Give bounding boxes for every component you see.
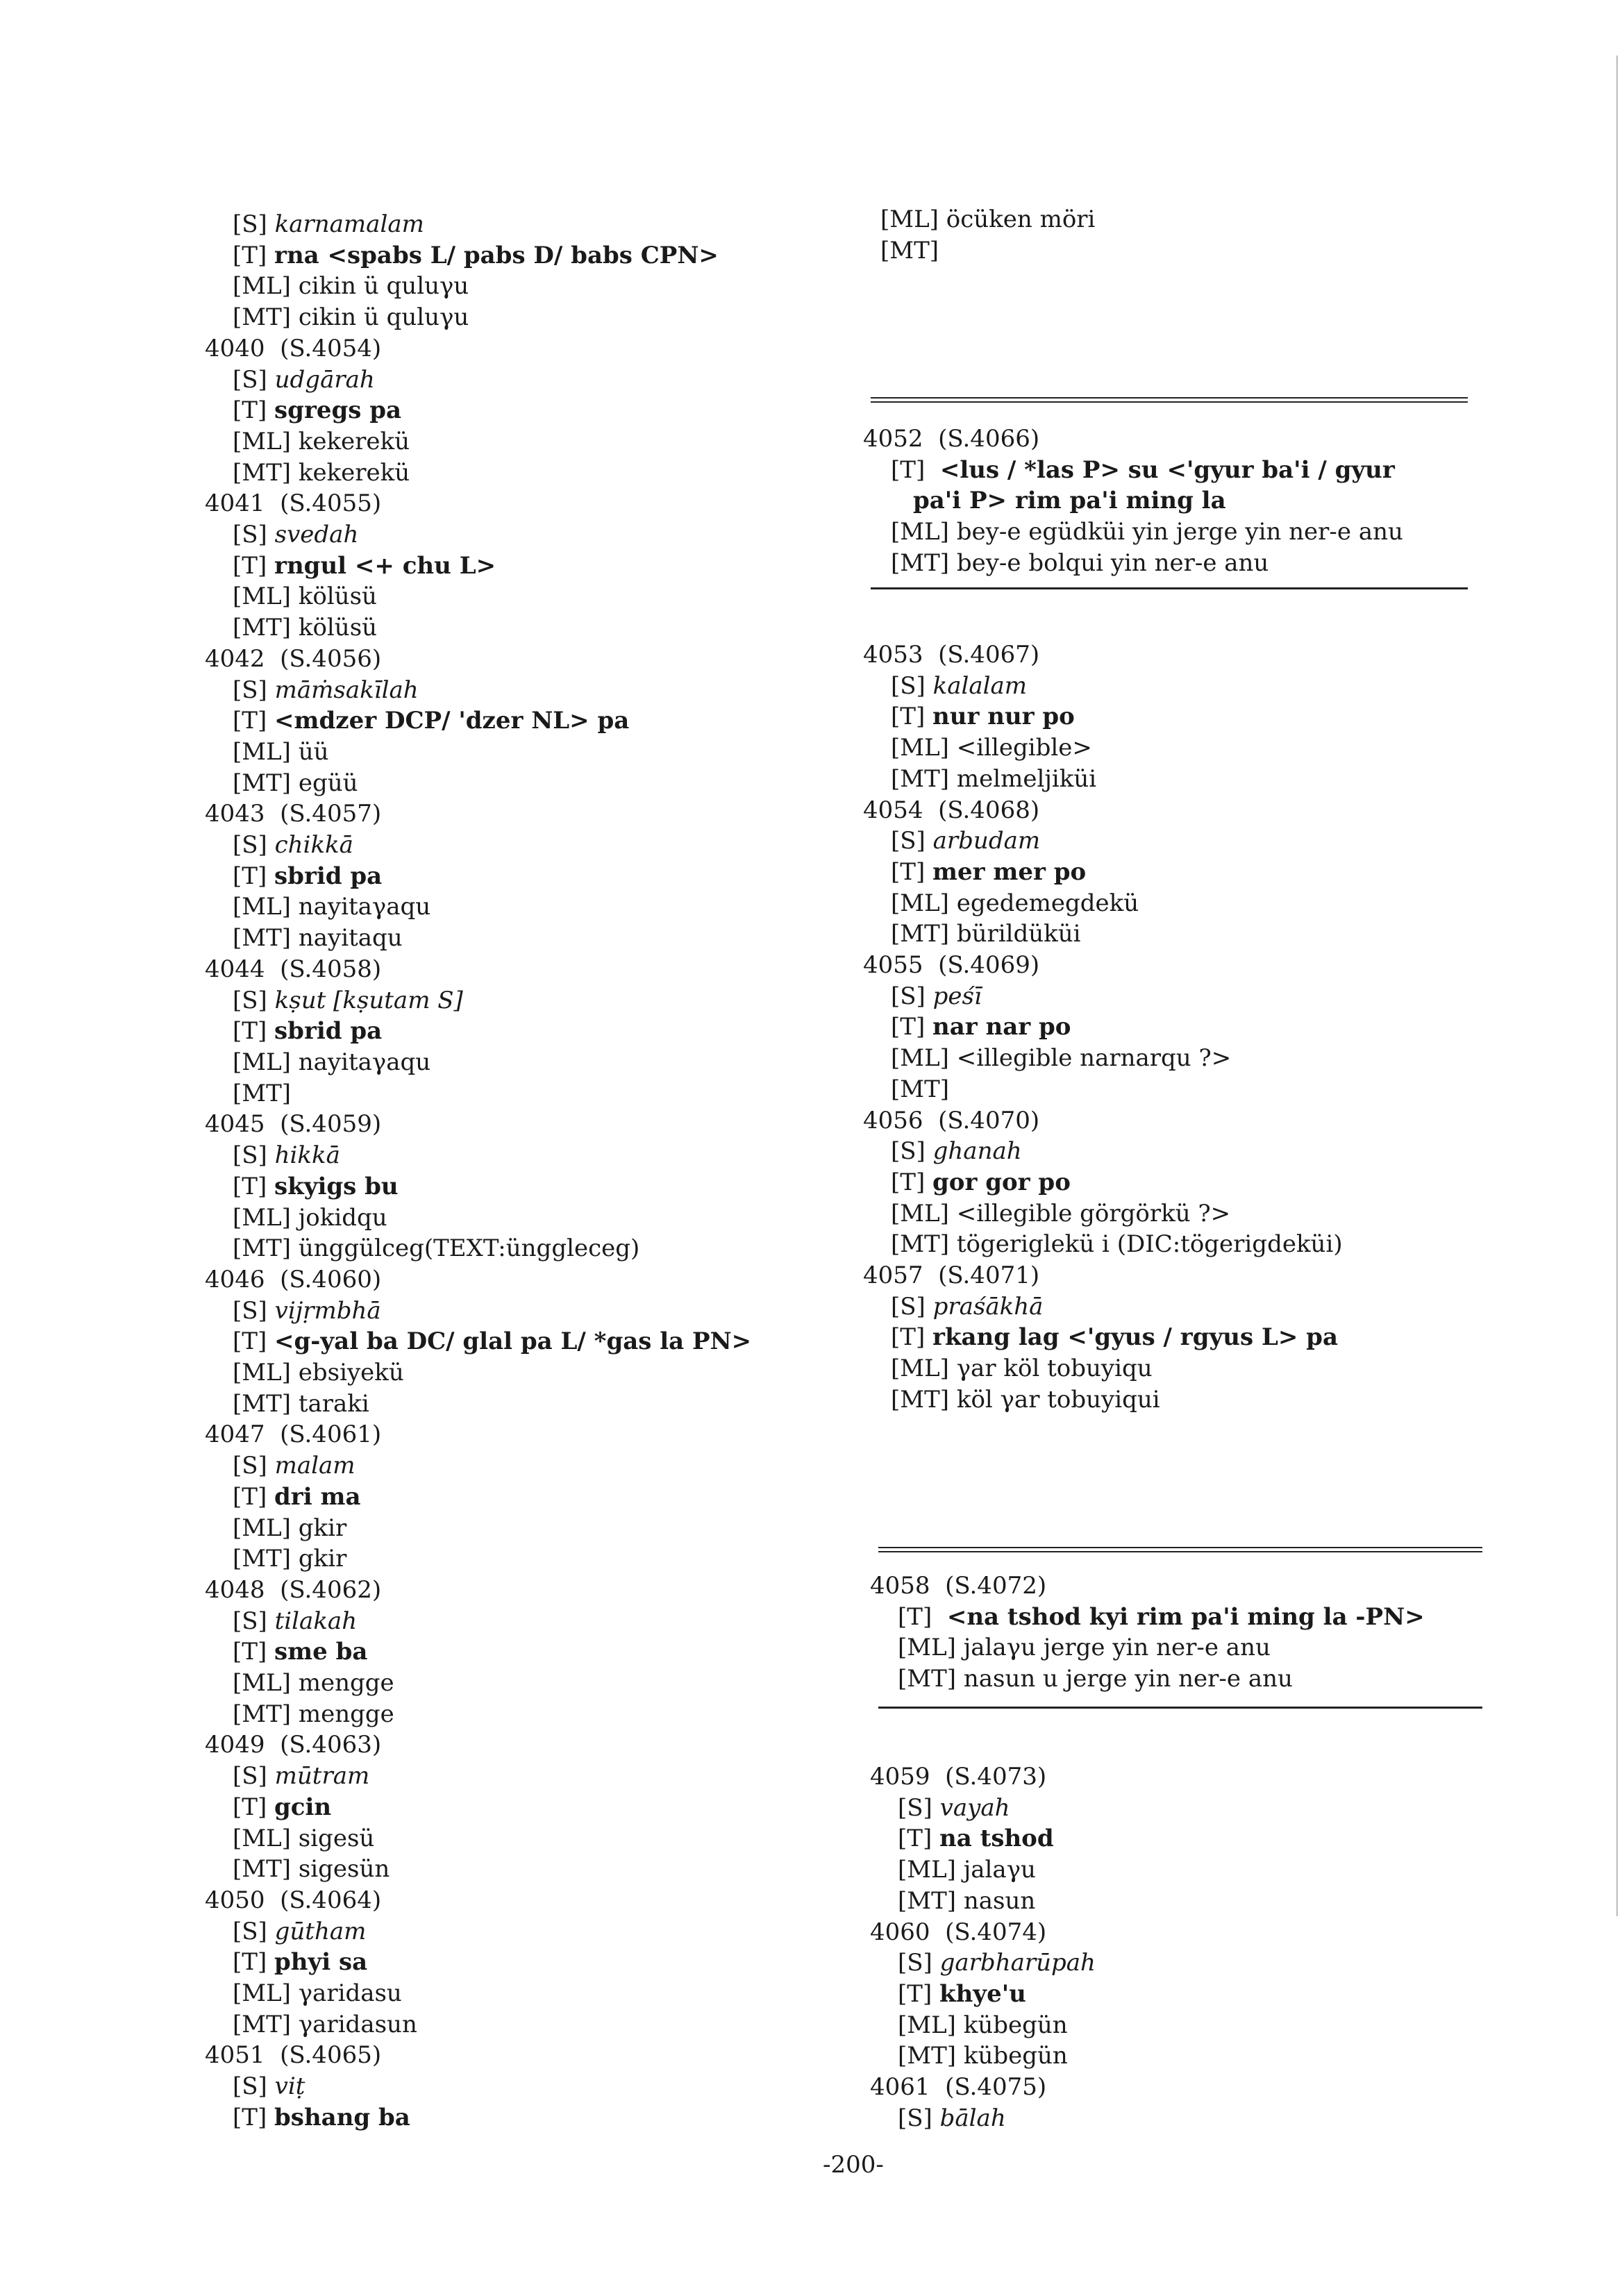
language-tag: [ML] [233, 893, 291, 921]
gloss-line [863, 764, 1488, 795]
language-tag: [ML] [891, 1044, 949, 1073]
language-tag: [S] [233, 521, 267, 549]
gloss-text: kölüsü [298, 583, 377, 611]
language-tag: [ML] [233, 272, 291, 301]
gloss-text: rngul <+ chu L> [274, 551, 496, 580]
gloss-line [863, 1136, 1488, 1167]
language-tag: [T] [891, 1013, 926, 1041]
gloss-text: kekerekü [298, 458, 410, 487]
gloss-text: nayitaγaqu [298, 893, 431, 921]
language-tag: [S] [891, 827, 926, 855]
gloss-text: nayitaγaqu [298, 1048, 431, 1076]
gloss-line [205, 519, 830, 551]
language-tag: [S] [233, 831, 267, 860]
language-tag: [T] [898, 1979, 932, 2008]
language-tag: [T] [233, 1482, 267, 1511]
gloss-text: γar köl tobuyiqu [956, 1355, 1153, 1383]
gloss-line [205, 1823, 830, 1854]
gloss-text: bshang ba [274, 2103, 410, 2131]
gloss-text: sme ba [274, 1638, 368, 1666]
entry-number: 4040 (S.4054) [205, 334, 382, 362]
gloss-line [870, 2041, 1495, 2072]
gloss-text: γaridasu [298, 1979, 402, 2008]
entry-number: 4061 (S.4075) [870, 2073, 1047, 2102]
gloss-line [205, 1792, 830, 1823]
language-tag: [S] [233, 1762, 267, 1791]
language-tag: [ML] [233, 1669, 291, 1698]
gloss-text: nasun [963, 1886, 1036, 1915]
gloss-line [205, 861, 830, 892]
gloss-line [205, 1636, 830, 1668]
language-tag: [T] [233, 707, 267, 735]
gloss-line [870, 2010, 1495, 2041]
gloss-text: na tshod [939, 1825, 1054, 1853]
gloss-line [880, 204, 1491, 235]
gloss-text: gūtham [274, 1917, 367, 1945]
right-entries-b [870, 1761, 1495, 2134]
gloss-line [205, 1761, 830, 1792]
tibetan-line: [T] <na tshod kyi rim pa'i ming la -PN> [898, 1602, 1425, 1631]
gloss-line [863, 671, 1488, 702]
entry-number: 4058 (S.4072) [870, 1572, 1047, 1600]
language-tag: [MT] [891, 764, 950, 793]
gloss-text: khye'u [939, 1979, 1026, 2008]
gloss-line [205, 395, 830, 426]
gloss-line [205, 302, 830, 333]
language-tag: [ML] [891, 1355, 949, 1383]
entry-number: 4053 (S.4067) [863, 641, 1040, 669]
gloss-text: kekerekü [298, 427, 410, 455]
gloss-line [205, 209, 830, 240]
gloss-text: kübegün [963, 2042, 1068, 2070]
gloss-text: mengge [298, 1669, 394, 1698]
entry-number: 4056 (S.4070) [863, 1106, 1040, 1134]
language-tag: [S] [891, 671, 926, 700]
gloss-line [863, 1229, 1488, 1260]
language-tag: [T] [233, 396, 267, 425]
gloss-line [863, 1291, 1488, 1323]
gloss-line [205, 1078, 830, 1109]
language-tag: [T] [233, 241, 267, 269]
gloss-text: ebsiyekü [298, 1359, 404, 1387]
gloss-line [205, 1233, 830, 1264]
gloss-line [863, 857, 1488, 888]
gloss-line [863, 1167, 1488, 1198]
gloss-text: chikkā [274, 831, 353, 860]
language-tag: [T] [891, 857, 926, 886]
language-tag: [MT] [233, 1234, 292, 1263]
entry-number: 4054 (S.4068) [863, 796, 1040, 824]
language-tag: [S] [891, 982, 926, 1010]
gloss-text: cikin ü quluγu [298, 303, 469, 332]
gloss-text: taraki [298, 1389, 369, 1418]
gloss-text: bürildüküi [956, 920, 1081, 948]
gloss-line [205, 612, 830, 644]
gloss-text: vijṛmbhā [274, 1296, 381, 1325]
language-tag: [MT] [233, 2010, 292, 2038]
left-column [205, 209, 830, 2134]
gloss-line [205, 985, 830, 1016]
gloss-text: tilakah [274, 1607, 358, 1635]
gloss-line [205, 1296, 830, 1327]
gloss-line [205, 1699, 830, 1730]
gloss-line [205, 458, 830, 489]
gloss-line [205, 271, 830, 302]
gloss-line [205, 1482, 830, 1513]
gloss-text: gcin [274, 1793, 332, 1821]
language-tag: [T] [233, 1638, 267, 1666]
entry-number: 4044 (S.4058) [205, 955, 382, 983]
entry-number: 4049 (S.4063) [205, 1731, 382, 1759]
gloss-line [870, 1823, 1495, 1854]
gloss-line [863, 1384, 1488, 1416]
gloss-line [863, 701, 1488, 732]
gloss-line [205, 1203, 830, 1234]
gloss-text: üü [298, 737, 329, 766]
gloss-line [205, 551, 830, 582]
gloss-text: bālah [939, 2104, 1006, 2132]
gloss-text: rna <spabs L/ pabs D/ babs CPN> [274, 241, 719, 269]
gloss-text: vayah [939, 1793, 1010, 1822]
gloss-line [205, 1916, 830, 1947]
gloss-line [205, 675, 830, 706]
entry-number: 4045 (S.4059) [205, 1110, 382, 1139]
gloss-text: kübegün [963, 2011, 1068, 2039]
gloss-text: rkang lag <'gyus / rgyus L> pa [932, 1323, 1338, 1352]
gloss-text: gkir [298, 1545, 347, 1573]
gloss-text: praśākhā [932, 1292, 1044, 1321]
gloss-line [870, 2103, 1495, 2134]
right-column-continuation [880, 204, 1491, 266]
gloss-text: kṣut [kṣutam S] [274, 986, 463, 1014]
gloss-line [205, 2009, 830, 2041]
gloss-line [205, 426, 830, 458]
language-tag: [T] [233, 862, 267, 890]
gloss-line [205, 1140, 830, 1171]
gloss-text: <g-yal ba DC/ glal pa L/ *gas la PN> [274, 1327, 752, 1356]
language-tag: [T] [233, 1327, 267, 1356]
gloss-line [205, 1513, 830, 1544]
entry-number: 4047 (S.4061) [205, 1421, 382, 1449]
scan-edge [1616, 56, 1618, 1916]
language-tag: [S] [898, 1949, 932, 1977]
gloss-line [205, 364, 830, 396]
gloss-text: ünggülceg(TEXT:ünggleceg) [298, 1234, 640, 1263]
gloss-line [205, 830, 830, 861]
language-tag: [MT] [898, 1886, 957, 1915]
gloss-line [205, 923, 830, 954]
language-tag: [MT] [891, 1230, 950, 1259]
gloss-text: <illegible> [956, 734, 1092, 762]
gloss-text: <mdzer DCP/ 'dzer NL> pa [274, 707, 630, 735]
gloss-text: tögeriglekü i (DIC:tögerigdeküi) [956, 1230, 1343, 1259]
gloss-line [205, 1606, 830, 1637]
double-rule [878, 1547, 1482, 1552]
entry-number: 4043 (S.4057) [205, 800, 382, 828]
language-tag: [T] [898, 1825, 932, 1853]
gloss-line [863, 1198, 1488, 1230]
language-tag: [T] [891, 1168, 926, 1196]
entry-4052 [863, 424, 1488, 579]
language-tag: [ML] [233, 1359, 291, 1387]
entry-number: 4051 (S.4065) [205, 2041, 382, 2070]
gloss-text: dri ma [274, 1482, 361, 1511]
language-tag: [S] [233, 1607, 267, 1635]
language-tag: [ML] [233, 1514, 291, 1542]
gloss-line [205, 1047, 830, 1078]
language-tag: [T] [891, 1323, 926, 1352]
entry-number: 4042 (S.4056) [205, 644, 382, 673]
language-tag: [S] [233, 676, 267, 704]
gloss-line [863, 826, 1488, 857]
middle-mongolian-line: [ML] bey-e egüdküi yin jerge yin ner-e anu [891, 518, 1403, 546]
gloss-text: köl γar tobuyiqui [956, 1385, 1160, 1414]
language-tag: [ML] [233, 1979, 291, 2008]
gloss-line [205, 240, 830, 271]
language-tag: [ML] [233, 1048, 291, 1076]
gloss-text: viṭ [274, 2072, 305, 2101]
language-tag: [S] [898, 2104, 932, 2132]
gloss-text: hikkā [274, 1141, 340, 1170]
gloss-text: skyigs bu [274, 1172, 399, 1200]
gloss-text: jokidqu [298, 1203, 387, 1232]
gloss-text: jalaγu [963, 1856, 1036, 1884]
gloss-text: garbharūpah [939, 1949, 1096, 1977]
language-tag: [S] [233, 1917, 267, 1945]
language-tag: [S] [891, 1292, 926, 1321]
gloss-line [205, 2071, 830, 2102]
language-tag: [ML] [891, 734, 949, 762]
gloss-line [205, 1357, 830, 1389]
entry-4058 [870, 1570, 1495, 1695]
language-tag: [MT] [233, 1389, 292, 1418]
entry-number: 4057 (S.4071) [863, 1262, 1040, 1290]
gloss-text: sigesün [298, 1855, 390, 1884]
gloss-line [870, 1947, 1495, 1979]
language-tag: [S] [898, 1793, 932, 1822]
language-tag: [ML] [891, 889, 949, 917]
gloss-text: sigesü [298, 1824, 375, 1852]
gloss-line [863, 981, 1488, 1012]
language-tag: [MT] [891, 1075, 950, 1103]
language-tag: [S] [233, 1296, 267, 1325]
gloss-line [870, 1854, 1495, 1886]
language-tag: [T] [233, 1017, 267, 1046]
language-tag: [ML] [233, 737, 291, 766]
gloss-line [863, 919, 1488, 950]
gloss-text: γaridasun [298, 2010, 417, 2038]
language-tag: [MT] [891, 1385, 950, 1414]
gloss-text: egedemegdekü [956, 889, 1139, 917]
language-tag: [MT] [233, 303, 292, 332]
language-tag: [S] [233, 2072, 267, 2101]
gloss-text: öcüken möri [946, 206, 1096, 233]
gloss-text: mūtram [274, 1762, 370, 1791]
gloss-line [863, 1074, 1488, 1105]
gloss-text: kalalam [932, 671, 1028, 700]
language-tag: [MT] [233, 924, 292, 953]
gloss-line [205, 768, 830, 799]
gloss-text: gkir [298, 1514, 347, 1542]
gloss-text: kölüsü [298, 614, 378, 642]
gloss-text: udgārah [274, 365, 375, 394]
language-tag: [MT] [891, 920, 950, 948]
gloss-line [863, 1012, 1488, 1043]
gloss-line [205, 1171, 830, 1203]
gloss-text: karnamalam [274, 210, 424, 238]
middle-mongolian-line: [ML] jalaγu jerge yin ner-e anu [898, 1634, 1271, 1662]
language-tag: [T] [233, 2103, 267, 2131]
entry-number: 4060 (S.4074) [870, 1918, 1047, 1946]
tibetan-line: [T] <lus / *las P> su <'gyur ba'i / gyur [891, 455, 1395, 484]
language-tag: [ML] [898, 2011, 956, 2039]
language-tag: [ML] [233, 427, 291, 455]
gloss-text: nar nar po [932, 1013, 1071, 1041]
gloss-text: egüü [298, 769, 358, 797]
single-rule [871, 587, 1468, 589]
entry-number: 4055 (S.4069) [863, 951, 1040, 980]
gloss-line [870, 1886, 1495, 1917]
gloss-line [205, 1947, 830, 1978]
language-tag: [S] [233, 210, 267, 238]
gloss-text: sgregs pa [274, 396, 402, 425]
language-tag: [S] [233, 1141, 267, 1170]
gloss-line [205, 891, 830, 923]
gloss-line [870, 1979, 1495, 2010]
language-tag: [S] [891, 1137, 926, 1166]
tibetan-line-continued: pa'i P> rim pa'i ming la [913, 487, 1226, 515]
gloss-line [863, 732, 1488, 764]
language-tag: [T] [233, 1172, 267, 1200]
language-tag: [T] [891, 703, 926, 731]
language-tag: [ML] [880, 206, 939, 233]
gloss-text: ghanah [932, 1137, 1022, 1166]
language-tag: [MT] [233, 614, 292, 642]
modern-mongolian-line: [MT] nasun u jerge yin ner-e anu [898, 1665, 1293, 1693]
language-tag: [S] [233, 365, 267, 394]
language-tag: [MT] [898, 2042, 957, 2070]
gloss-line [870, 1793, 1495, 1824]
language-tag: [ML] [233, 1824, 291, 1852]
gloss-text: sbrid pa [274, 862, 383, 890]
language-tag: [MT] [233, 458, 292, 487]
gloss-text: <illegible görgörkü ?> [956, 1199, 1231, 1227]
entry-number: 4059 (S.4073) [870, 1763, 1047, 1791]
entry-number: 4048 (S.4062) [205, 1575, 382, 1604]
entry-number: 4046 (S.4060) [205, 1265, 382, 1293]
gloss-text: sbrid pa [274, 1017, 383, 1046]
language-tag: [S] [233, 1452, 267, 1480]
gloss-text: arbudam [932, 827, 1041, 855]
language-tag: [MT] [233, 1855, 292, 1884]
language-tag: [ML] [891, 1199, 949, 1227]
single-rule [878, 1707, 1482, 1709]
gloss-text: nur nur po [932, 703, 1075, 731]
gloss-text: nayitaqu [298, 924, 403, 953]
language-tag: [T] [233, 1948, 267, 1977]
gloss-text: phyi sa [274, 1948, 368, 1977]
language-tag: [ML] [233, 1203, 291, 1232]
gloss-text: gor gor po [932, 1168, 1071, 1196]
gloss-line [205, 1543, 830, 1575]
entry-number: 4052 (S.4066) [863, 425, 1040, 453]
gloss-line [205, 737, 830, 768]
language-tag: [MT] [233, 1545, 292, 1573]
gloss-text: melmeljiküi [956, 764, 1097, 793]
gloss-line [205, 2102, 830, 2134]
gloss-line [863, 1322, 1488, 1353]
gloss-text: mengge [298, 1700, 394, 1728]
gloss-text: svedah [274, 521, 359, 549]
language-tag: [MT] [233, 1700, 292, 1728]
entry-number: 4050 (S.4064) [205, 1886, 382, 1914]
gloss-text: <illegible narnarqu ?> [956, 1044, 1232, 1073]
gloss-line [205, 1326, 830, 1357]
double-rule [871, 397, 1468, 403]
gloss-line [863, 1043, 1488, 1074]
gloss-line [205, 1854, 830, 1885]
language-tag: [ML] [898, 1856, 956, 1884]
gloss-line [863, 1353, 1488, 1384]
right-entries-a [863, 639, 1488, 1416]
language-tag: [MT] [233, 769, 292, 797]
language-tag: [S] [233, 986, 267, 1014]
gloss-line [205, 1978, 830, 2009]
gloss-line [205, 581, 830, 612]
gloss-text: māṁsakīlah [274, 676, 419, 704]
language-tag: [T] [233, 1793, 267, 1821]
gloss-text: peśī [932, 982, 982, 1010]
gloss-line [863, 888, 1488, 919]
gloss-line [205, 1389, 830, 1420]
gloss-text: malam [274, 1452, 355, 1480]
gloss-line [205, 1668, 830, 1699]
language-tag: [ML] [233, 583, 291, 611]
language-tag: [T] [233, 551, 267, 580]
gloss-line [205, 1450, 830, 1482]
gloss-line [880, 235, 1491, 267]
gloss-text: cikin ü quluγu [298, 272, 469, 301]
language-tag: [MT] [880, 236, 939, 265]
language-tag: [MT] [233, 1079, 292, 1107]
modern-mongolian-line: [MT] bey-e bolqui yin ner-e anu [891, 548, 1269, 577]
entry-number: 4041 (S.4055) [205, 489, 382, 518]
gloss-line [205, 705, 830, 737]
gloss-text: mer mer po [932, 857, 1087, 886]
page-number: -200- [823, 2151, 884, 2179]
gloss-line [205, 1016, 830, 1047]
